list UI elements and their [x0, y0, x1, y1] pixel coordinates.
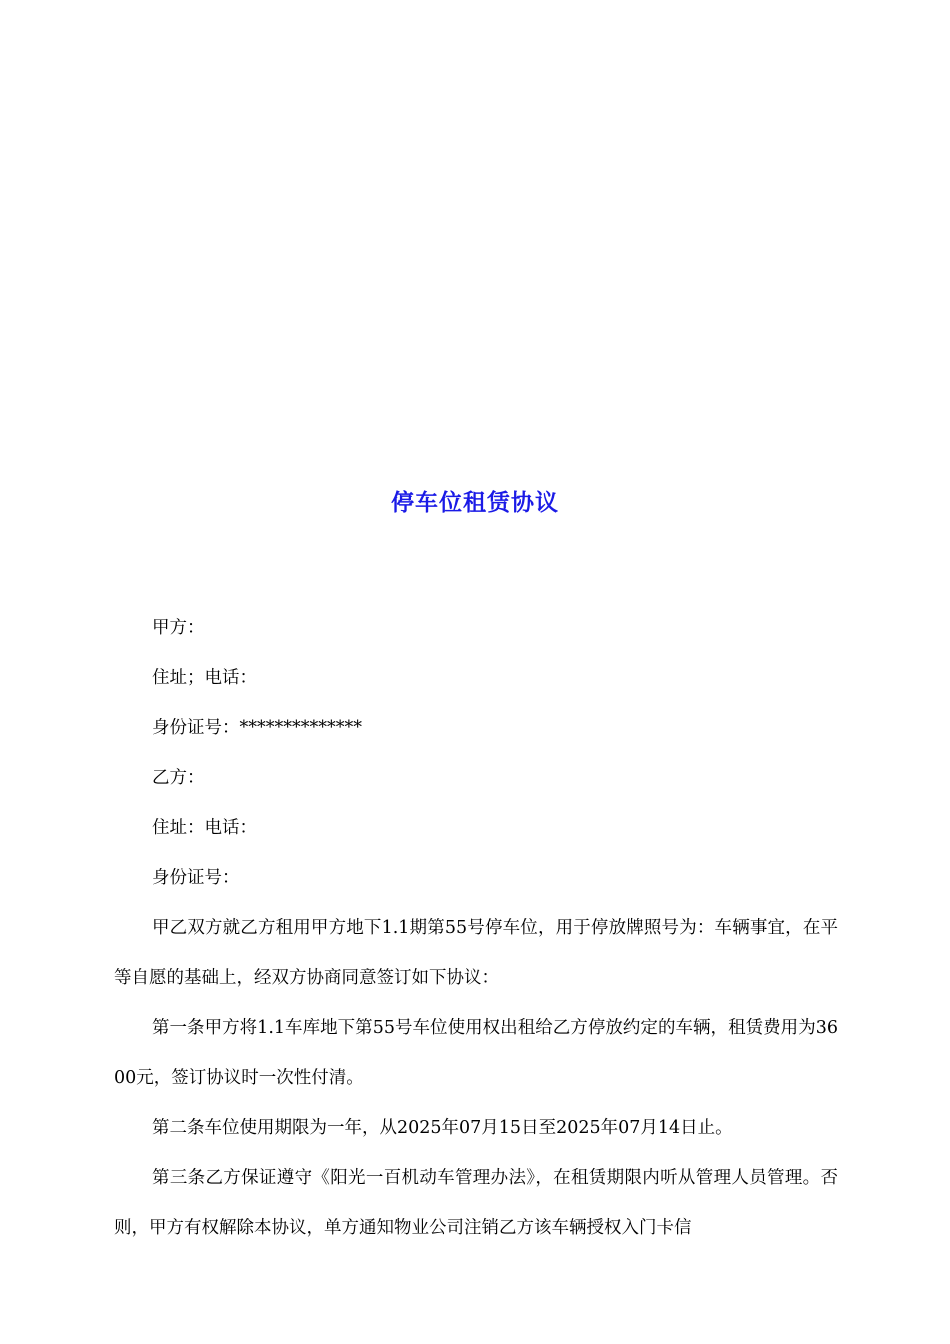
article-1-paragraph: 第一条甲方将1.1车库地下第55号车位使用权出租给乙方停放约定的车辆，租赁费用为3600元，签订协议时一次性付清。: [114, 1018, 838, 1088]
document-body: [114, 603, 838, 1253]
article-2-paragraph: 第二条车位使用期限为一年，从2025年07月15日至2025年07月14日止。: [152, 1118, 733, 1138]
party-a-address-phone: 住址；电话：: [152, 668, 257, 688]
document-title: 停车位租赁协议: [391, 490, 559, 516]
party-b-line: 乙方：: [152, 768, 205, 788]
party-b-address-phone: 住址：电话：: [152, 818, 257, 838]
preamble-paragraph: 甲乙双方就乙方租用甲方地下1.1期第55号停车位，用于停放牌照号为：车辆事宜，在平等自愿的基础上，经双方协商同意签订如下协议：: [114, 918, 838, 988]
party-a-line: 甲方：: [152, 618, 205, 638]
party-b-id-number: 身份证号：: [152, 868, 240, 888]
party-a-id-number: 身份证号：**************: [152, 718, 362, 738]
article-3-paragraph: 第三条乙方保证遵守《阳光一百机动车管理办法》，在租赁期限内听从管理人员管理。否则，甲方有权解除本协议，单方通知物业公司注销乙方该车辆授权入门卡信: [114, 1168, 838, 1238]
